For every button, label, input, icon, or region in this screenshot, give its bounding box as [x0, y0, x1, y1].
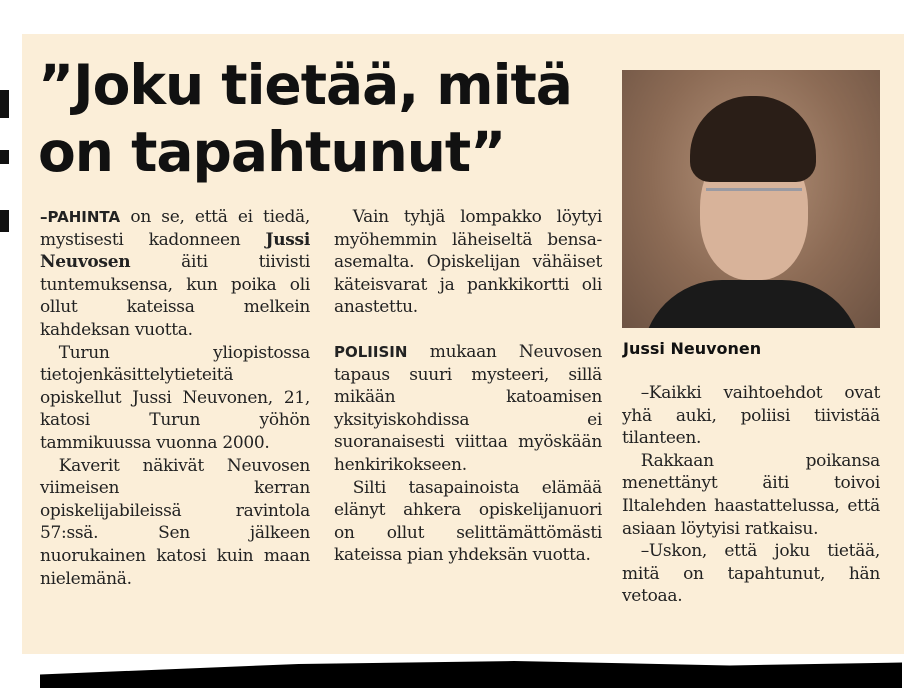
article-column-1	[40, 206, 310, 590]
paragraph: Vain tyhjä lompakko löytyi myöhemmin läheiseltä bensa-asemalta. Opiskelijan vähäiset käteisvarat ja pankkikortti oli anastettu.	[334, 207, 602, 318]
headline: ”Joku tietää, mitä on tapahtunut”	[38, 53, 572, 184]
paragraph-text: mukaan Neuvosen tapaus suuri mysteeri, sillä mikään katoamisen yksityiskohdissa ei suoranaisesti viittaa myöskään henkirikokseen.	[334, 341, 602, 475]
paragraph: –Uskon, että joku tietää, mitä on tapahtunut, hän vetoaa.	[622, 541, 880, 607]
article-column-3	[622, 382, 880, 608]
lead-word: POLIISIN	[334, 342, 408, 361]
photo-glasses	[706, 188, 802, 217]
paragraph-text: äiti tiivisti tuntemuksensa, kun poika oli ollut kateissa melkein kahdeksan vuotta.	[40, 252, 310, 340]
paragraph: Rakkaan poikansa menettänyt äiti toivoi Iltalehden haastattelussa, että asiaan löytyisi ratkaisu.	[622, 450, 880, 539]
paragraph	[40, 206, 310, 342]
paragraph: Kaverit näkivät Neuvosen viimeisen kerran opiskelijabileissä ravintola 57:ssä. Sen jälkeen nuorukainen katosi kuin maan nielemänä.	[40, 455, 310, 589]
paragraph: Silti tasapainoista elämää elänyt ahkera opiskelijanuori on ollut selittämättömästi kateissa pian yhdeksän vuotta.	[334, 477, 602, 566]
portrait-photo	[622, 70, 880, 328]
photo-hair	[690, 96, 816, 182]
article-column-2	[334, 206, 602, 567]
paragraph: –Kaikki vaihtoehdot ovat yhä auki, poliisi tiivistää tilanteen.	[622, 383, 880, 449]
paragraph: Turun yliopistossa tietojenkäsittelytieteitä opiskellut Jussi Neuvonen, 21, katosi Turun yöhön tammikuussa vuonna 2000.	[40, 342, 310, 453]
lead-word: –PAHINTA	[40, 208, 121, 226]
paragraph-text: on se, että ei tiedä, mystisesti kadonneen	[40, 207, 310, 250]
torn-edge-marks	[0, 90, 10, 240]
paragraph	[334, 341, 602, 477]
person-name: Jussi Neuvosen	[40, 229, 310, 273]
photo-caption: Jussi Neuvonen	[623, 339, 762, 358]
photo-shirt	[642, 280, 862, 328]
next-article-headline-cutoff	[40, 658, 902, 688]
